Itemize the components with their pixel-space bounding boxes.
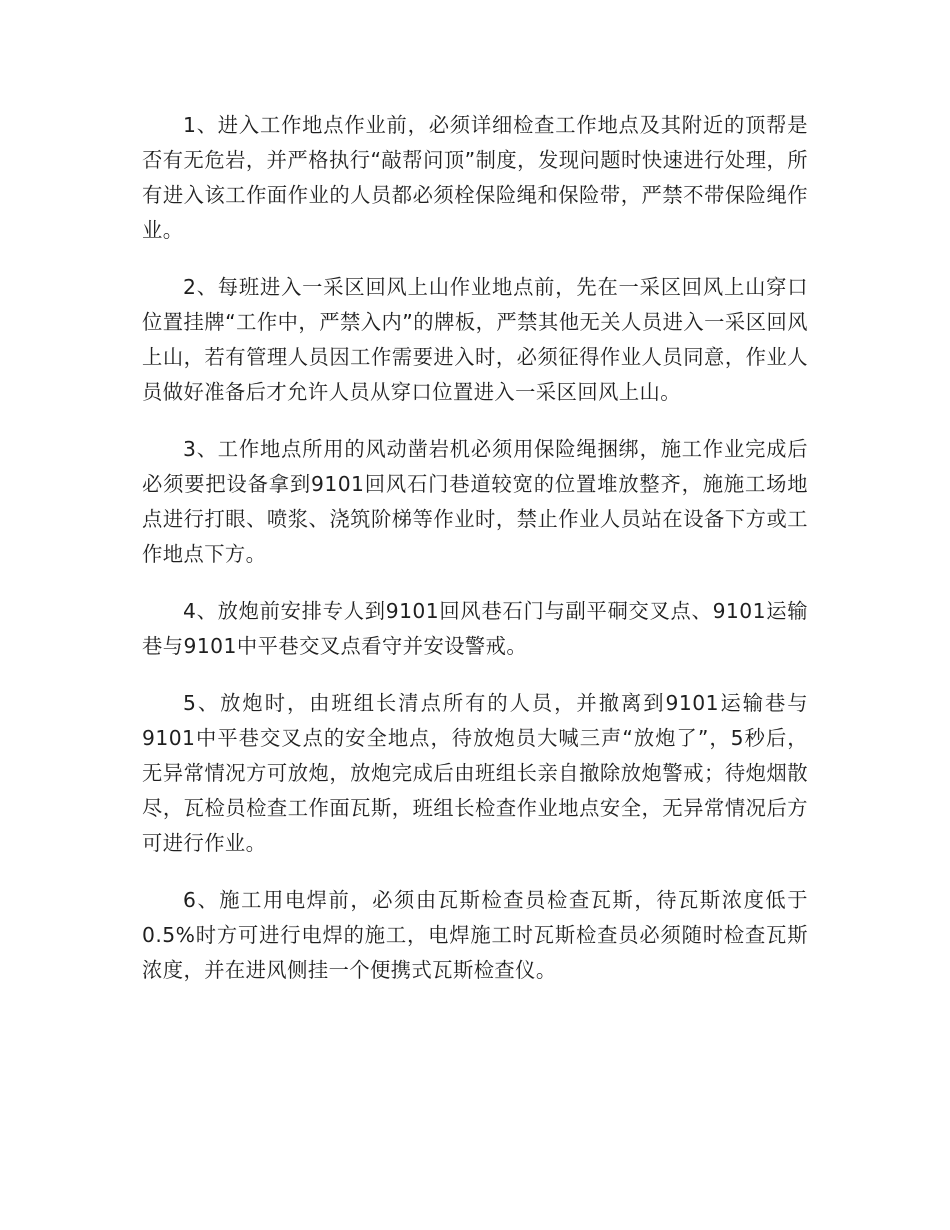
paragraph-1: 1、进入工作地点作业前，必须详细检查工作地点及其附近的顶帮是否有无危岩，并严格执行“敲帮问顶”制度，发现问题时快速进行处理，所有进入该工作面作业的人员都必须栓保险绳和保险带，严禁不带保险绳作业。 [142, 113, 808, 242]
paragraph-3: 3、工作地点所用的风动凿岩机必须用保险绳捆绑，施工作业完成后必须要把设备拿到9101回风石门巷道较宽的位置堆放整齐，施施工场地点进行打眼、喷浆、浇筑阶梯等作业时，禁止作业人员站在设备下方或工作地点下方。 [142, 437, 808, 566]
document-body [142, 108, 808, 1010]
paragraph-2: 2、每班进入一采区回风上山作业地点前，先在一采区回风上山穿口位置挂牌“工作中，严禁入内”的牌板，严禁其他无关人员进入一采区回风上山，若有管理人员因工作需要进入时，必须征得作业人员同意，作业人员做好准备后才允许人员从穿口位置进入一采区回风上山。 [142, 275, 808, 404]
paragraph-6: 6、施工用电焊前，必须由瓦斯检查员检查瓦斯，待瓦斯浓度低于0.5%时方可进行电焊的施工，电焊施工时瓦斯检查员必须随时检查瓦斯浓度，并在进风侧挂一个便携式瓦斯检查仪。 [142, 888, 808, 982]
paragraph-5: 5、放炮时，由班组长清点所有的人员，并撤离到9101运输巷与9101中平巷交叉点的安全地点，待放炮员大喊三声“放炮了”，5秒后，无异常情况方可放炮，放炮完成后由班组长亲自撤除放炮警戒；待炮烟散尽，瓦检员检查工作面瓦斯，班组长检查作业地点安全，无异常情况后方可进行作业。 [142, 691, 808, 855]
paragraph-4: 4、放炮前安排专人到9101回风巷石门与副平硐交叉点、9101运输巷与9101中平巷交叉点看守并安设警戒。 [142, 599, 808, 658]
